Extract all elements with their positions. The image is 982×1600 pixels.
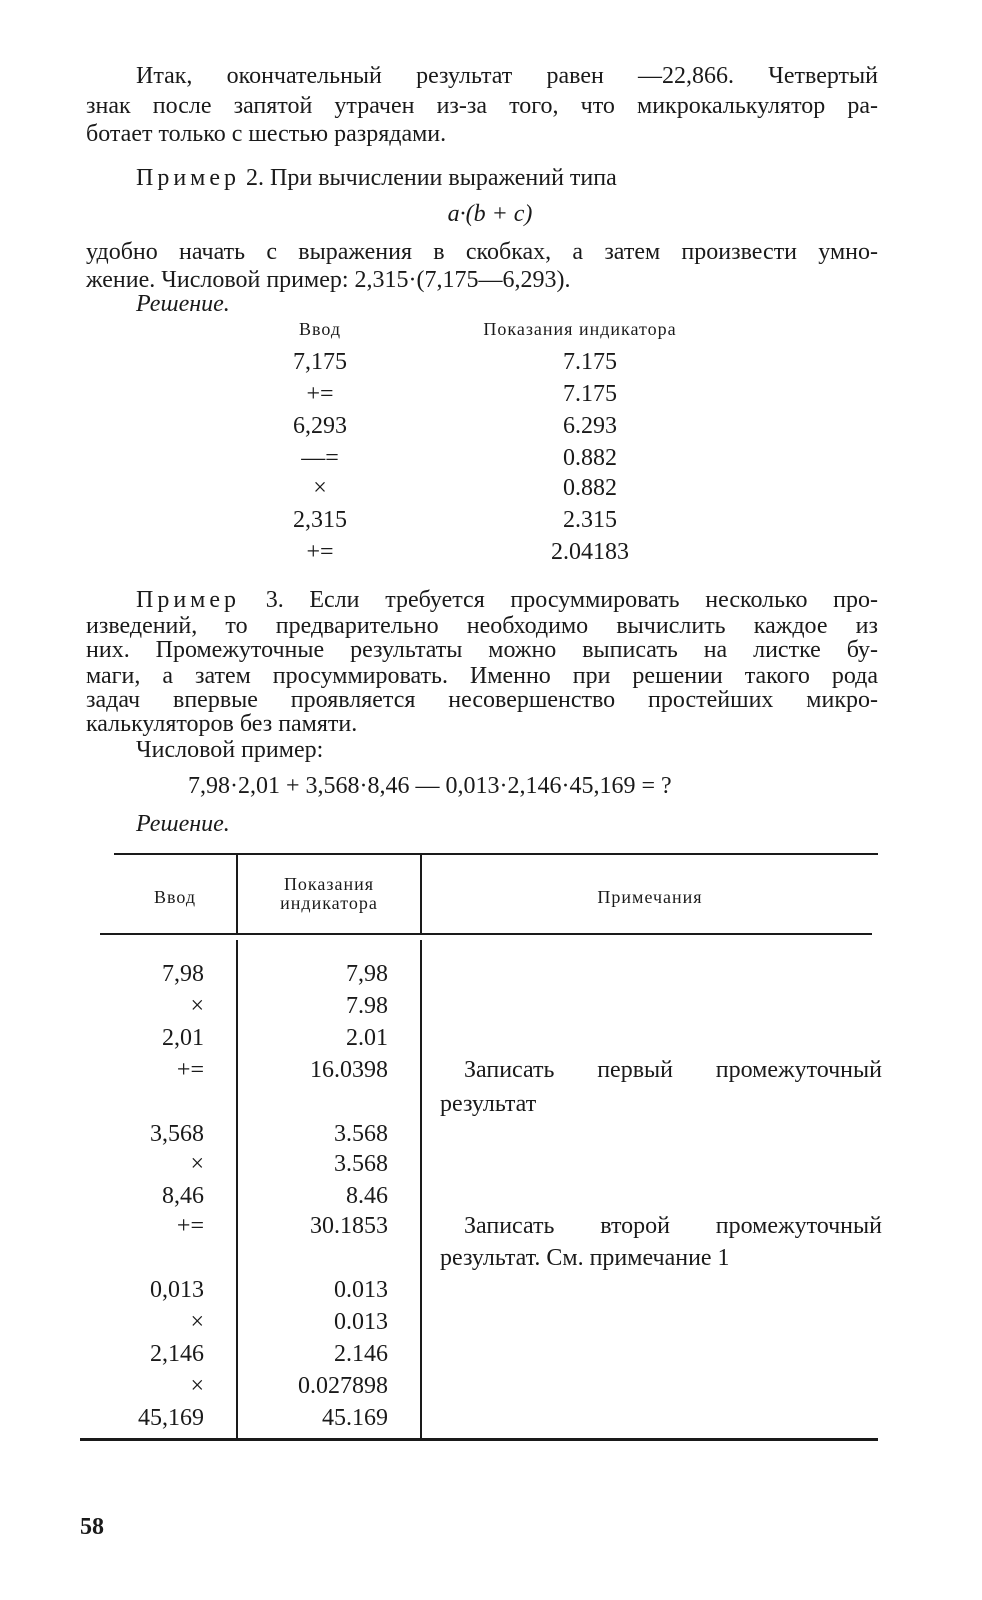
example-2-row-display: 7.175 xyxy=(563,381,617,407)
paragraph-1-line-1: Итак, окончательный результат равен —22,866. Четвертый xyxy=(136,63,878,89)
example-3-text-start: 3. Если требуется просуммировать несколько про- xyxy=(265,587,879,613)
example-3-text-line-4: маги, а затем просуммировать. Именно при решении такого рода xyxy=(86,663,878,689)
example-2-row-display: 0.882 xyxy=(563,445,617,471)
table-row-input: 2,01 xyxy=(162,1025,204,1051)
example-3-formula: 7,98·2,01 + 3,568·8,46 — 0,013·2,146·45,169 = ? xyxy=(188,773,672,799)
table-row-input: 7,98 xyxy=(162,961,204,987)
example-2-header-input: Ввод xyxy=(298,319,342,339)
table-row-input: 8,46 xyxy=(162,1183,204,1209)
table-row-input: += xyxy=(176,1213,204,1239)
example-2-heading xyxy=(136,166,617,190)
table-row-display: 3.568 xyxy=(334,1121,388,1147)
example-3-numeric-label: Числовой пример: xyxy=(136,737,324,763)
example-2-text-line-2: жение. Числовой пример: 2,315·(7,175—6,293). xyxy=(86,267,571,293)
table-row-input: × xyxy=(190,993,204,1019)
table-row-display: 7,98 xyxy=(346,961,388,987)
example-2-label: Пример xyxy=(136,165,241,191)
table-header-input: Ввод xyxy=(153,887,197,907)
table-row-display: 16.0398 xyxy=(310,1057,388,1083)
example-2-row-display: 2.315 xyxy=(563,507,617,533)
example-3-solution-label: Решение. xyxy=(136,811,230,837)
table-row-display: 2.146 xyxy=(334,1341,388,1367)
table-bottom-rule xyxy=(80,1438,878,1441)
table-row-display: 30.1853 xyxy=(310,1213,388,1239)
table-row-display: 0.013 xyxy=(334,1277,388,1303)
example-2-row-display: 6.293 xyxy=(563,413,617,439)
table-row-display: 0.013 xyxy=(334,1309,388,1335)
example-2-text-line-1: удобно начать с выражения в скобках, а затем произвести умно- xyxy=(86,239,878,265)
example-2-row-input: += xyxy=(306,539,334,565)
table-note-1-line-2: результат xyxy=(440,1091,537,1117)
table-row-input: 2,146 xyxy=(150,1341,204,1367)
table-note-2-line-2: результат. См. примечание 1 xyxy=(440,1245,730,1271)
example-2-row-input: —= xyxy=(301,445,339,471)
page-number: 58 xyxy=(80,1514,104,1540)
example-2-row-display: 2.04183 xyxy=(551,539,629,565)
example-3-text-line-6: калькуляторов без памяти. xyxy=(86,711,358,737)
example-3-text-line-5: задач впервые проявляется несовершенство простейших микро- xyxy=(86,687,878,713)
example-2-row-input: 6,293 xyxy=(293,413,347,439)
table-body-divider-2 xyxy=(420,940,422,1438)
table-header-notes: Примечания xyxy=(597,887,703,907)
table-row-display: 45.169 xyxy=(322,1405,388,1431)
table-row-input: 3,568 xyxy=(150,1121,204,1147)
paragraph-1-line-2: знак после запятой утрачен из-за того, что микрокалькулятор ра- xyxy=(86,93,878,119)
table-note-2-line-1: Записать второй промежуточный xyxy=(464,1213,882,1239)
example-2-row-input: 7,175 xyxy=(293,349,347,375)
table-top-rule xyxy=(114,853,878,855)
table-row-display: 2.01 xyxy=(346,1025,388,1051)
example-3-label: Пример xyxy=(136,587,241,613)
example-3-text-line-3: них. Промежуточные результаты можно выписать на листке бу- xyxy=(86,637,878,663)
example-2-row-input: += xyxy=(306,381,334,407)
table-row-input: 0,013 xyxy=(150,1277,204,1303)
example-2-row-display: 0.882 xyxy=(563,475,617,501)
example-2-row-input: × xyxy=(313,475,327,501)
table-row-input: 45,169 xyxy=(138,1405,204,1431)
table-header-rule xyxy=(100,933,872,935)
example-2-row-input: 2,315 xyxy=(293,507,347,533)
example-2-header-display: Показания индикатора xyxy=(483,319,677,339)
example-2-row-display: 7.175 xyxy=(563,349,617,375)
table-row-display: 0.027898 xyxy=(298,1373,388,1399)
table-row-display: 8.46 xyxy=(346,1183,388,1209)
example-2-formula: a·(b + c) xyxy=(447,201,533,227)
table-row-display: 7.98 xyxy=(346,993,388,1019)
table-row-input: × xyxy=(190,1373,204,1399)
paragraph-1-line-3: ботает только с шестью разрядами. xyxy=(86,121,447,147)
table-row-input: × xyxy=(190,1309,204,1335)
table-body-divider-1 xyxy=(236,940,238,1438)
example-2-intro: 2. При вычислении выражений типа xyxy=(246,165,617,191)
example-3-text-line-2: изведений, то предварительно необходимо вычислить каждое из xyxy=(86,613,878,639)
example-2-solution-label: Решение. xyxy=(136,291,230,317)
table-row-display: 3.568 xyxy=(334,1151,388,1177)
example-3-text-line-1 xyxy=(136,588,878,612)
table-row-input: × xyxy=(190,1151,204,1177)
table-header-display-2: индикатора xyxy=(280,893,378,913)
table-row-input: += xyxy=(176,1057,204,1083)
table-note-1-line-1: Записать первый промежуточный xyxy=(464,1057,882,1083)
table-header-display-1: Показания xyxy=(283,874,375,894)
